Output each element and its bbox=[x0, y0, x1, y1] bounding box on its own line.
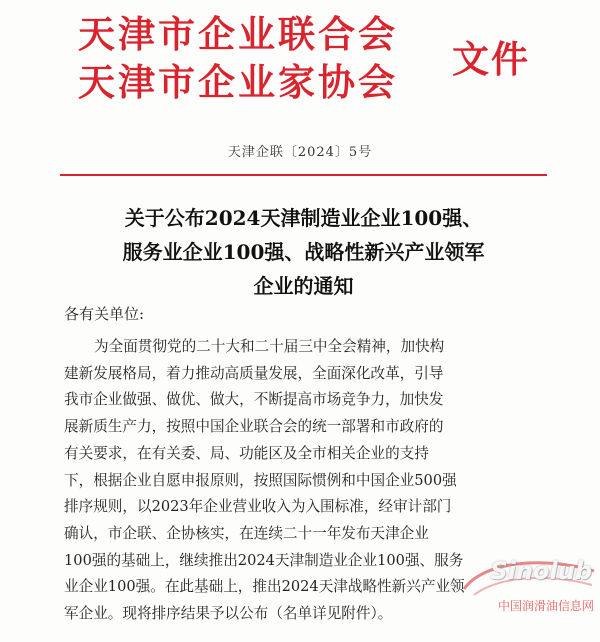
document-number: 天津企联〔2024〕5号 bbox=[227, 145, 373, 160]
red-divider-line bbox=[60, 174, 547, 176]
body-line: 军企业。现将排序结果予以公布（名单详见附件）。 bbox=[64, 605, 393, 623]
body-line: 为全面贯彻党的二十大和二十届三中全会精神，加快构 bbox=[94, 338, 445, 355]
body-line: 展新质生产力，按照中国企业联合会的统一部署和市政府的 bbox=[64, 418, 444, 436]
title-line-1: 关于公布2024天津制造业企业100强、 bbox=[124, 206, 483, 230]
body-line: 下，根据企业自愿申报原则，按照国际惯例和中国企业500强 bbox=[64, 471, 457, 489]
title-line-3: 企业的通知 bbox=[253, 274, 354, 298]
org-name-1: 天津市企业联合会 bbox=[78, 12, 398, 56]
notice-title bbox=[60, 201, 547, 303]
title-line-2: 服务业企业100强、战略性新兴产业领军 bbox=[122, 240, 485, 264]
body-line: 建新发展格局，着力推动高质量发展，全面深化改革，引导 bbox=[64, 364, 444, 382]
org-name-2: 天津市企业家协会 bbox=[78, 60, 398, 104]
watermark-logo: Sinolub bbox=[490, 557, 592, 585]
body-line: 排序规则，以2023年企业营业收入为入围标准，经审计部门 bbox=[64, 498, 452, 516]
watermark-caption: 中国润滑油信息网 bbox=[497, 599, 594, 613]
issuing-organizations bbox=[78, 10, 448, 106]
watermark bbox=[454, 551, 600, 642]
body-line: 我市企业做强、做优、做大，不断提高市场竞争力，加快发 bbox=[64, 391, 444, 409]
body-line: 业企业100强。在此基础上，推出2024天津战略性新兴产业领 bbox=[64, 578, 465, 596]
salutation: 各有关单位: bbox=[64, 305, 145, 323]
document-type-label: 文件 bbox=[452, 37, 530, 81]
body-line: 有关要求，在有关委、局、功能区及全市相关企业的支持 bbox=[64, 444, 429, 462]
body-line: 确认，市企联、企协核实，在连续二十一年发布天津企业 bbox=[64, 524, 429, 542]
body-line: 100强的基础上，继续推出2024天津制造业企业100强、服务 bbox=[64, 551, 464, 569]
